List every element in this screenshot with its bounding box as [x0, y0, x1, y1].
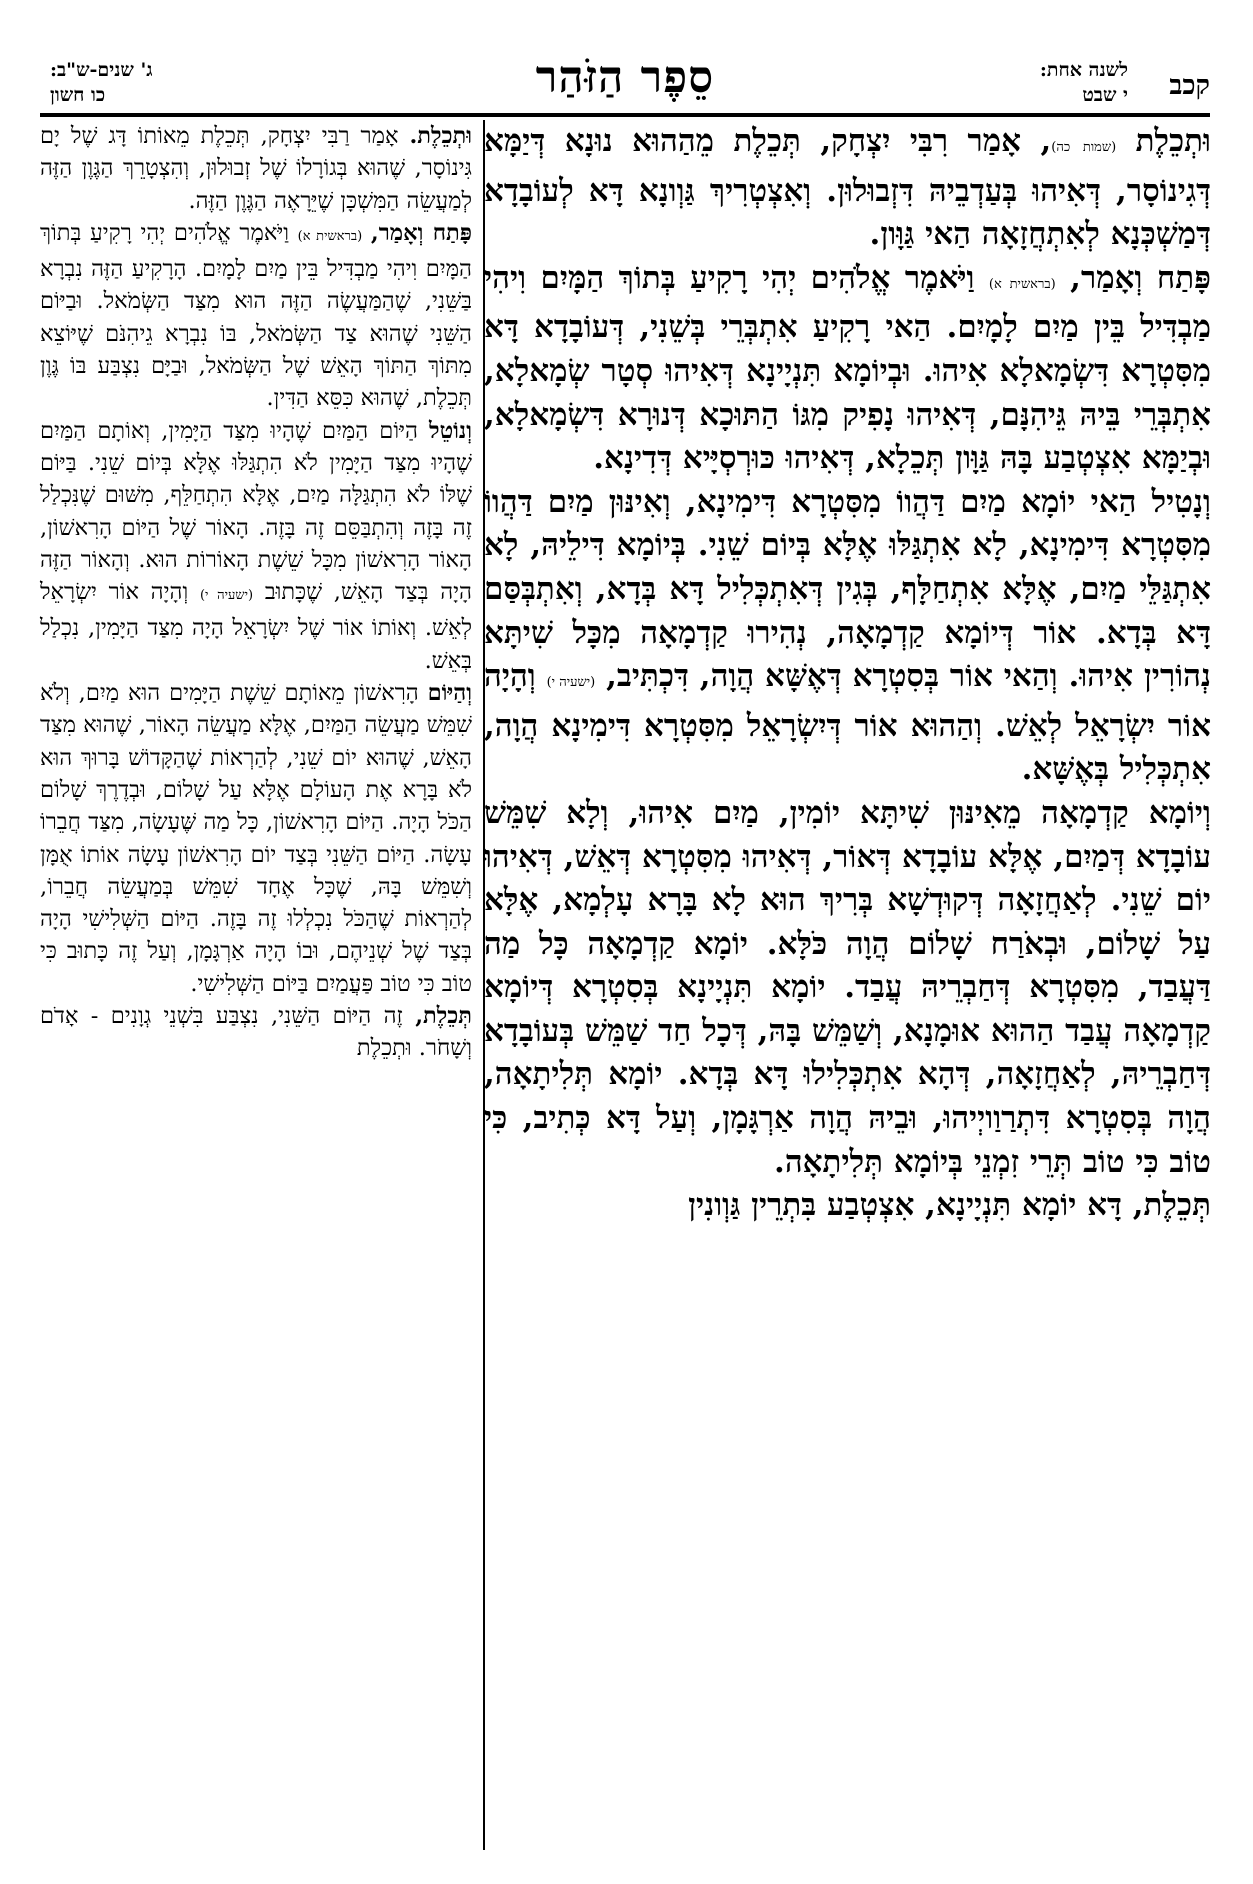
- paragraph-lead-word: פָּתַח וְאָמַר,: [1070, 259, 1211, 296]
- book-title: סֵפֶר הַזֹּהַר: [535, 52, 715, 103]
- main-paragraph: [484, 481, 1211, 792]
- page-number: קכב: [1169, 70, 1210, 101]
- page-header: [40, 48, 1210, 108]
- paragraph-lead-word: וּתְכֵלֶת: [1135, 123, 1211, 159]
- paragraph-lead-word: פָּתַח וְאָמַר,: [370, 219, 472, 246]
- paragraph-text: הַיּוֹם הַמַּיִם שֶׁהָיוּ מִצַּד הַיָּמִין, וְאוֹתָם הַמַּיִם שֶׁהָיוּ מִצַּד הַיָּמִין לֹא הִתְגַּלּוּ אֶלָּא בְּיוֹם שֵׁנִי. בַּיּוֹם שֶׁלּוֹ לֹא הִתְגַּלָּה מַיִם, אֶלָּא הִתְחַלֵּף, מִשּׁוּם שֶׁנִּכְלַל זֶה בָּזֶה וְהִתְבַּסֵּם זֶה בָּזֶה. הָאוֹר שֶׁל הַיּוֹם הָרִאשׁוֹן, הָאוֹר הָרִאשׁוֹן מִכָּל שֵׁשֶׁת הָאוֹרוֹת הוּא. וְהָאוֹר הַזֶּה הָיָה בְּצַד הָאֵשׁ, שֶׁכָּתוּב: [40, 417, 472, 606]
- header-rule: [40, 113, 1210, 117]
- paragraph-text: אָמַר רַבִּי יִצְחָק, תְּכֵלֶת מֵאוֹתוֹ דָּג שֶׁל יָם גִּינוֹסָר, שֶׁהוּא בְּגוֹרָלוֹ שֶׁל זְבוּלוּן, וְהִצְטָרֵךְ הַגֶּוֶן הַזֶּה לְמַעֲשֵׂה הַמִּשְׁכָּן שֶׁיֵּרָאֶה הַגֶּוֶן הַזֶּה.: [40, 123, 472, 214]
- paragraph-text: הָרִאשׁוֹן מֵאוֹתָם שֵׁשֶׁת הַיָּמִים הוּא מַיִם, וְלֹא שִׁמֵּשׁ מַעֲשֵׂה הַמַּיִם, אֶלָּא מַעֲשֵׂה הָאוֹר, שֶׁהוּא מִצַּד הָאֵשׁ, שֶׁהוּא יוֹם שֵׁנִי, לְהַרְאוֹת שֶׁהַקָּדוֹשׁ בָּרוּךְ הוּא לֹא בָּרָא אֶת הָעוֹלָם אֶלָּא עַל שָׁלוֹם, וּבְדֶרֶךְ שָׁלוֹם הַכֹּל הָיָה. הַיּוֹם הָרִאשׁוֹן, כָּל מַה שֶּׁעָשָׂה, מִצַּד חֲבֵרוֹ עָשָׂה. הַיּוֹם הַשֵּׁנִי בְּצַד יוֹם הָרִאשׁוֹן עָשָׂה אוֹתוֹ אֻמָּן וְשִׁמֵּשׁ בָּהּ, שֶׁכָּל אֶחָד שִׁמֵּשׁ בְּמַעֲשֵׂה חֲבֵרוֹ, לְהַרְאוֹת שֶׁהַכֹּל נִכְלְלוּ זֶה בָּזֶה. הַיּוֹם הַשְּׁלִישִׁי הָיָה בְּצַד שֶׁל שְׁנֵיהֶם, וּבוֹ הָיָה אַרְגָּמָן, וְעַל זֶה כָּתוּב כִּי טוֹב כִּי טוֹב פַּעֲמַיִם בַּיּוֹם הַשְּׁלִישִׁי.: [40, 680, 472, 997]
- paragraph-text: קַדְמָאָה מֵאִינּוּן שִׁיתָּא יוֹמִין, מַיִם אִיהוּ, וְלָא שִׁמֵּשׁ עוֹבָדָא דְּמַיִם, אֶלָּא עוֹבָדָא דְּאוֹר, דְּאִיהוּ מִסִּטְרָא דְּאֵשׁ, דְּאִיהוּ יוֹם שֵׁנִי. לְאַחֲזָאָה דְּקוּדְשָׁא בְּרִיךְ הוּא לָא בָּרָא עָלְמָא, אֶלָּא עַל שָׁלוֹם, וּבְאֹרַח שָׁלוֹם הֲוָה כֹּלָּא. יוֹמָא קַדְמָאָה כָּל מַה דַּעֲבַד, מִסִּטְרָא דְּחַבְרֵיהּ עֲבַד. יוֹמָא תִּנְיָינָא בְּסִטְרָא דְּיוֹמָא קַדְמָאָה עֲבַד הַהוּא אוּמָנָא, וְשַׁמֵּשׁ בָּהּ, דְּכָל חַד שַׁמֵּשׁ בְּעוֹבָדָא דְּחַבְרֵיהּ, לְאַחֲזָאָה, דְּהָא אִתְכְּלִילוּ דָּא בְּדָא. יוֹמָא תְּלִיתָאָה, הֲוָה בְּסִטְרָא דִּתְרַוַויְיהוּ, וּבֵיהּ הֲוָה אַרְגָּמָן, וְעַל דָּא כְּתִיב, כִּי טוֹב כִּי טוֹב תְּרֵי זִמְנֵי בְּיוֹמָא תְּלִיתָאָה.: [484, 794, 1211, 1180]
- side-paragraph: [40, 120, 472, 217]
- paragraph-lead-word: וּתְכֵלֶת.: [409, 123, 472, 149]
- paragraph-text: זֶה הַיּוֹם הַשֵּׁנִי, נִצְבַּע בִּשְׁנֵי גְוָנִים - אָדֹם וְשָׁחֹר. וּתְכֵלֶת: [40, 1003, 472, 1062]
- paragraph-lead-word: וְהַיּוֹם: [427, 680, 472, 707]
- side-paragraph: [40, 677, 472, 1000]
- paragraph-text: וְהָיָה אוֹר יִשְׂרָאֵל לְאֵשׁ. וְהַהוּא אוֹר דְּיִשְׂרָאֵל מִסִּטְרָא דִּימִינָא הֲוָה, אִתְכְּלִיל בְּאֶשָּׁא.: [484, 658, 1211, 788]
- side-paragraph: [40, 415, 472, 677]
- paragraph-text: , אָמַר רִבִּי יִצְחָק, תְּכֵלֶת מֵהַהוּא נוּנָא דְּיַמָּא דְּגִינוֹסָר, דְּאִיהוּ בְּעַדְבֵיהּ דִּזְבוּלוּן. וְאִצְטְרִיךְ גַּוְונָא דָּא לְעוֹבָדָא דְּמַשְׁכְּנָא לְאִתְחֲזָאָה הַאי גַּוָּון.: [484, 123, 1211, 253]
- verse-reference: (שמות כה): [1051, 140, 1117, 155]
- paragraph-text: הַאי יוֹמָא מַיִם דַּהֲווֹ מִסִּטְרָא דִּימִינָא, וְאִינּוּן מַיִם דַּהֲווֹ מִסִּטְרָא דִּימִינָא, לָא אִתְגַּלּוּ אֶלָּא בְּיוֹם שֵׁנִי. בְּיוֹמָא דִּילֵיהּ, לָא אִתְגַּלֵּי מַיִם, אֶלָּא אִתְחַלָּף, בְּגִין דְּאִתְכְּלִיל דָּא בְּדָא, וְאִתְבְּסַּם דָּא בְּדָא. אוֹר דְּיוֹמָא קַדְמָאָה, נְהִירוּ קַדְמָאָה מִכָּל שִׁיתָּא נְהוֹרִין אִיהוּ. וְהַאי אוֹר בְּסִטְרָא דְּאֶשָּׁא הֲוָה, דִּכְתִּיב,: [484, 483, 1212, 695]
- daily-schedule-line2: י שבט: [1082, 84, 1128, 106]
- cycle-schedule-line2: כו חשון: [50, 84, 106, 106]
- paragraph-text: וְהָיָה אוֹר יִשְׂרָאֵל לְאֵשׁ. וְאוֹתוֹ אוֹר שֶׁל יִשְׂרָאֵל הָיָה מִצַּד הַיָּמִין, נִכְלַל בְּאֵשׁ.: [40, 579, 472, 674]
- side-paragraph: [40, 1000, 472, 1065]
- paragraph-text: דָּא יוֹמָא תִּנְיָינָא, אִצְטְבַע בִּתְרֵין גַּוְונִין: [688, 1187, 1122, 1224]
- main-paragraph: [484, 792, 1211, 1184]
- verse-reference: (ישעיה י): [546, 675, 596, 691]
- verse-reference: (בראשית א): [297, 228, 363, 244]
- cycle-schedule-line1: ג' שנים-ש"ב:: [50, 59, 153, 81]
- cycle-schedule: [50, 58, 153, 108]
- main-paragraph: [484, 1184, 1211, 1228]
- paragraph-lead-word: וְיוֹמָא: [1148, 794, 1211, 831]
- daily-schedule-line1: לשנה אחת:: [1039, 59, 1128, 81]
- verse-reference: (בראשית א): [988, 276, 1056, 292]
- paragraph-lead-word: וְנָטִיל: [1151, 483, 1211, 520]
- paragraph-lead-word: תְּכֵלֶת,: [1132, 1187, 1211, 1224]
- verse-reference: (ישעיה י): [199, 588, 254, 604]
- main-aramaic-column: [484, 120, 1211, 1228]
- side-paragraph: [40, 217, 472, 415]
- paragraph-lead-word: וְנוֹטֵל: [429, 417, 472, 444]
- paragraph-lead-word: תְּכֵלֶת,: [415, 1003, 472, 1030]
- paragraph-text: וַיֹּאמֶר אֱלֹהִים יְהִי רָקִיעַ בְּתוֹךְ הַמָּיִם וִיהִי מַבְדִּיל בֵּין מַיִם לָמָיִם. הָרָקִיעַ הַזֶּה נִבְרָא בַּשֵּׁנִי, שֶׁהַמַּעֲשֶׂה הַזֶּה הוּא מִצַּד הַשְּׂמֹאל. וּבַיּוֹם הַשֵּׁנִי שֶׁהוּא צַד הַשְּׂמֹאל, בּוֹ נִבְרָא גֵיהִנֹּם שֶׁיּוֹצֵא מִתּוֹךְ הַתּוֹךְ הָאֵשׁ שֶׁל הַשְּׂמֹאל, וּבַיָּם נִצְבַּע בּוֹ גֶּוֶן תְּכֵלֶת, שֶׁהוּא כִּסֵּא הַדִּין.: [40, 219, 472, 412]
- main-paragraph: [484, 120, 1211, 257]
- main-paragraph: [484, 257, 1211, 481]
- side-hebrew-column: [40, 120, 472, 1065]
- paragraph-text: וַיֹּאמֶר אֱלֹהִים יְהִי רָקִיעַ בְּתוֹךְ הַמָּיִם וִיהִי מַבְדִּיל בֵּין מַיִם לָמָיִם. הַאי רָקִיעַ אִתְבְּרֵי בְּשֵׁנִי, דְּעוֹבָדָא דָּא מִסִּטְרָא דִּשְׂמָאלָא אִיהוּ. וּבְיוֹמָא תִּנְיָינָא דְּאִיהוּ סְטָר שְׂמָאלָא, אִתְבְּרֵי בֵּיהּ גֵּיהִנָּם, דְּאִיהוּ נָפִיק מִגּוֹ הַתּוּכָא דְּנוּרָא דִּשְׂמָאלָא, וּבְיַמָּא אִצְטְבַע בָּהּ גַּוָּון תְּכֵלָא, דְּאִיהוּ כּוּרְסְיָּיא דְּדִינָא.: [484, 259, 1211, 477]
